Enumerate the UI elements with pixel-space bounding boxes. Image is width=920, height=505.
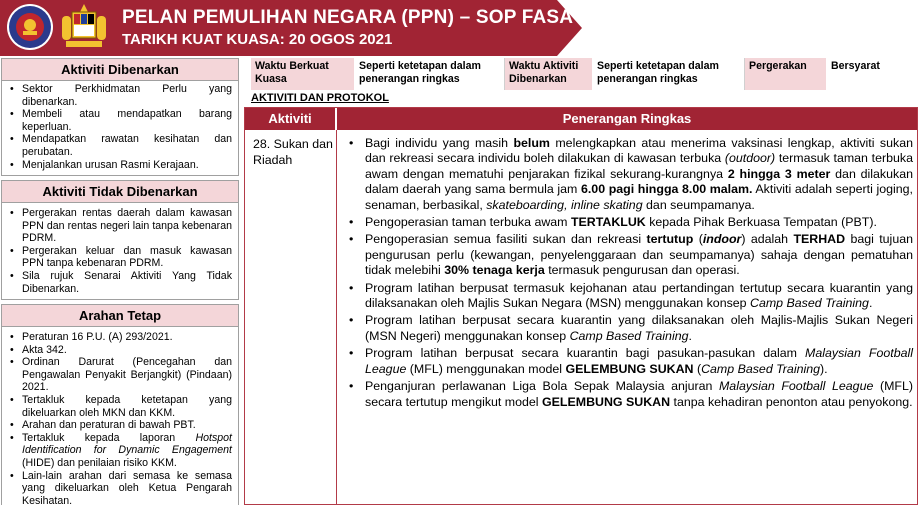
column-divider — [336, 130, 337, 505]
box-heading: Arahan Tetap — [2, 305, 238, 327]
jata-negara-icon — [58, 2, 110, 52]
list-item: • Mendapatkan rawatan kesihatan dan perubatan. — [8, 133, 232, 158]
box-heading: Aktiviti Tidak Dibenarkan — [2, 181, 238, 203]
list-item: • Program latihan berpusat secara kuarantin bagi pasukan-pasukan dalam Malaysian Football League (MFL) menggunakan model GELEMBUNG SUKAN (Camp Based Training). — [345, 346, 913, 377]
list-item: • Pengoperasian semua fasiliti sukan dan rekreasi tertutup (indoor) adalah TERHAD bagi tujuan pengurusan perlu (kewangan, penyelenggaraan dan seumpamanya) sahaja dengan pematuhan tidak melebihi 30% tenaga kerja termasuk pengurusan dan operasi. — [345, 232, 913, 278]
list-item: • Menjalankan urusan Rasmi Kerajaan. — [8, 159, 232, 172]
summary-label-waktu-aktiviti: Waktu Aktiviti Dibenarkan — [505, 58, 593, 90]
list-item: • Pergerakan keluar dan masuk kawasan PPN tanpa kebenaran PDRM. — [8, 245, 232, 270]
summary-row — [251, 58, 918, 90]
summary-label-pergerakan: Pergerakan — [745, 58, 827, 90]
list-item: • Peraturan 16 P.U. (A) 293/2021. — [8, 331, 232, 344]
list-item: • Lain-lain arahan dari semasa ke semasa yang dikeluarkan oleh Ketua Pengarah Kesihatan. — [8, 470, 232, 505]
list-item: • Sila rujuk Senarai Aktiviti Yang Tidak Dibenarkan. — [8, 270, 232, 295]
list-item: • Akta 342. — [8, 344, 232, 357]
list-item: • Sektor Perkhidmatan Perlu yang dibenarkan. — [8, 83, 232, 108]
page-header — [0, 0, 920, 56]
summary-value: Seperti ketetapan dalam penerangan ringkas — [593, 58, 745, 90]
list-item: • Pergerakan rentas daerah dalam kawasan PPN dan rentas negeri lain tanpa kebenaran PDRM. — [8, 207, 232, 245]
box-aktiviti-dibenarkan — [1, 58, 239, 176]
list-item: • Ordinan Darurat (Pencegahan dan Pengawalan Penyakit Berjangkit) (Pindaan) 2021. — [8, 356, 232, 394]
list-item: • Program latihan berpusat termasuk kejohanan atau pertandingan tertutup secara kuarantin yang dilaksanakan oleh Majlis Sukan Negara (MSN) menggunakan konsep Camp Based Training. — [345, 281, 913, 312]
activity-table — [244, 107, 918, 505]
box-arahan-tetap — [1, 304, 239, 505]
left-column — [0, 58, 240, 505]
activity-description — [345, 136, 913, 412]
list-item: • Membeli atau mendapatkan barang keperluan. — [8, 108, 232, 133]
summary-value: Seperti ketetapan dalam penerangan ringkas — [355, 58, 505, 90]
column-header-penerangan: Penerangan Ringkas — [337, 108, 917, 130]
list-item: • Tertakluk kepada laporan Hotspot Identification for Dynamic Engagement (HIDE) dan penilaian risiko KKM. — [8, 432, 232, 470]
summary-label-waktu-berkuat-kuasa: Waktu Berkuat Kuasa — [251, 58, 355, 90]
section-label: AKTIVITI DAN PROTOKOL — [251, 92, 389, 104]
box-aktiviti-tidak-dibenarkan — [1, 180, 239, 300]
list-item: • Arahan dan peraturan di bawah PBT. — [8, 419, 232, 432]
box-heading: Aktiviti Dibenarkan — [2, 59, 238, 81]
list-item: • Tertakluk kepada ketetapan yang dikeluarkan oleh MKN dan KKM. — [8, 394, 232, 419]
list-item: • Program latihan berpusat secara kuarantin yang dilaksanakan oleh Majlis-Majlis Sukan Negeri (MSN Negeri) menggunakan konsep Camp Based Training. — [345, 313, 913, 344]
mkn-logo-icon — [6, 3, 54, 51]
page-title: PELAN PEMULIHAN NEGARA (PPN) – SOP FASA 1 — [122, 7, 589, 28]
activity-name: 28. Sukan dan Riadah — [253, 137, 333, 167]
list-item: • Bagi individu yang masih belum melengkapkan atau menerima vaksinasi lengkap, aktiviti sukan dan rekreasi secara individu boleh dilakukan di kawasan terbuka (outdoor) termasuk taman terbuka awam dengan mematuhi penjarakan fizikal sekurang-kurangnya 2 hingga 3 meter dan dilakukan dalam daerah yang sama bermula jam 6.00 pagi hingga 8.00 malam. Aktiviti adalah seperti joging, senaman, berbasikal, skateboarding, inline skating dan seumpamanya. — [345, 136, 913, 213]
summary-value: Bersyarat — [827, 58, 918, 90]
list-item: • Penganjuran perlawanan Liga Bola Sepak Malaysia anjuran Malaysian Football League (MFL) secara tertutup mengikut model GELEMBUNG SUKAN tanpa kehadiran penonton atau penyokong. — [345, 379, 913, 410]
effective-date: TARIKH KUAT KUASA: 20 OGOS 2021 — [122, 31, 393, 48]
column-header-aktiviti: Aktiviti — [245, 108, 337, 130]
list-item: • Pengoperasian taman terbuka awam TERTAKLUK kepada Pihak Berkuasa Tempatan (PBT). — [345, 215, 913, 230]
